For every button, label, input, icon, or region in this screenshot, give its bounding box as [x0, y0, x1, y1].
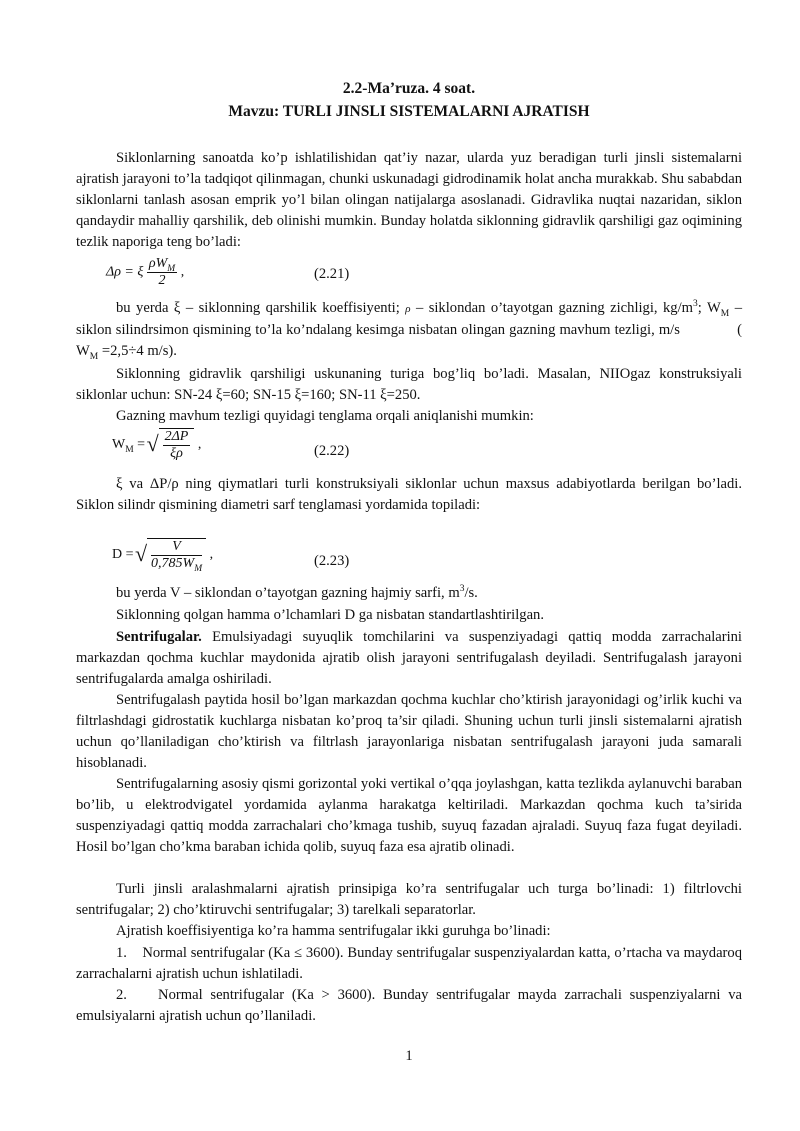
equation-number-2-23: (2.23) — [314, 553, 350, 569]
topic-heading: Mavzu: TURLI JINSLI SISTEMALARNI AJRATISH — [228, 103, 590, 120]
square-root: √ $\frac{2\Delta P}{\xi\rho}$ — [159, 428, 195, 462]
equation-2-21: Δρ = ξ $\frac{\rho W_M}{2}$ , — [106, 256, 185, 288]
fraction: $\frac{\rho W_M}{2}$ — [148, 256, 176, 288]
equation-number-2-21: (2.21) — [314, 266, 350, 282]
paragraph-velocity-intro: Gazning mavhum tezligi quyidagi tenglama orqali aniqlanishi mumkin: — [116, 408, 534, 424]
paragraph-definitions: bu yerda ξ – siklonning qarshilik koeffisiyenti; ρ – siklondan o’tayotgan gazning zichligi, $kg/m^3$; $W_M$ – siklon silindrsimon qismining to’la ko’ndalang kesimga nisbatan olingan gazning mavhum tezligi, m/s ( $W_M =2,5\div 4$ m/s). — [76, 299, 743, 362]
equation-2-23: D = √ $\frac{V}{0,785W_M}$ , — [112, 538, 213, 572]
list-item: 1. Normal sentrifugalar (Ka ≤ 3600). Bunday sentrifugalar suspenziyalardan katta, o’rtacha va maydaroq zarrachalarni ajratish uchun ishlatiladi. — [76, 945, 743, 982]
paragraph-centrifuge-types: Turli jinsli aralashmalarni ajratish prinsipiga ko’ra sentrifugalar uch turga bo’linadi: 1) filtrlovchi sentrifugalar; 2) cho’ktiruvchi sentrifugalar; 3) tarelkali separatorlar. — [76, 881, 742, 918]
square-root: √ $\frac{V}{0,785W_M}$ — [147, 538, 206, 572]
page-number: 1 — [405, 1048, 413, 1064]
paragraph-centrifuges: Sentrifugalar. Emulsiyadagi suyuqlik tomchilarini va suspenziyadagi qattiq modda zarrachalarini markazdan qochma kuchlar maydonida ajratib olish jarayoni sentrifugalash deyiladi. Sentrifugalash jarayoni sentrifugalarda amalga oshiriladi. — [76, 629, 742, 687]
lecture-heading: 2.2-Ma’ruza. 4 soat. — [342, 80, 476, 97]
section-term: Sentrifugalar. — [116, 629, 202, 645]
paragraph-centrifugal-forces: Sentrifugalash paytida hosil bo’lgan markazdan qochma kuchlar cho’ktirish jarayonidagi og’irlik kuchi va filtrlashdagi gidrostatik kuchlarga nisbatan ko’proq ta’sir qiladi. Shuning uchun turli jinsli sistemalarni ajratish uchun qo’llaniladigan cho’ktirish va filtrlash jarayonlariga nisbatan sentrifugalash jarayoni juda samarali hisoblanadi. — [76, 692, 742, 771]
paragraph-standard-dimensions: Siklonning qolgan hamma o’lchamlari D ga nisbatan standartlashtirilgan. — [116, 607, 544, 623]
paragraph-volume-flow: bu yerda V – siklondan o’tayotgan gazning hajmiy sarfi, $m^3/s$. — [116, 584, 478, 601]
paragraph-centrifuge-design: Sentrifugalarning asosiy qismi gorizontal yoki vertikal o’qqa joylashgan, katta tezlikda aylanuvchi baraban bo’lib, u elektrodvigatel yordamida aylanma harakatga keltiriladi. Markazdan qochma kuch ta’sirida suspenziyadagi qattiq modda zarrachalari cho’kmaga tushib, suyuq fazadan ajraladi. Suyuq faza fugat deyiladi. Hosil bo’lgan cho’kma baraban ichida qolib, suyuq faza esa ajratib olinadi. — [76, 776, 742, 855]
paragraph-resistance: Siklonning gidravlik qarshiligi uskunaning turiga bog’liq bo’ladi. Masalan, NIIOgaz konstruksiyali siklonlar uchun: SN-24 ξ=60; SN-15 ξ=160; SN-11 ξ=250. — [76, 366, 742, 403]
paragraph-diameter-intro: ξ va ΔP/ρ ning qiymatlari turli konstruksiyali siklonlar uchun maxsus adabiyotlarda berilgan bo’ladi. Siklon silindr qismining diametri sarf tenglamasi yordamida topiladi: — [76, 476, 742, 513]
equation-number-2-22: (2.22) — [314, 443, 350, 459]
equation-2-22: $W_M$ = √ $\frac{2\Delta P}{\xi\rho}$ , — [112, 428, 201, 462]
paragraph-cyclones-intro: Siklonlarning sanoatda ko’p ishlatilishidan qat’iy nazar, ularda yuz beradigan turli jinsli sistemalarni ajratish jarayoni to’la tadqiqot qilinmagan, chunki uskunadagi gidrodinamik holat ancha murakkab. Shu sababdan siklonlarni tanlash asosan emprik yo’l bilan olingan natijalarga asoslanadi. Gidravlika nuqtai nazaridan, siklon qandaydir mahalliy qarshilik, deb olinishi mumkin. Bunday holatda siklonning gidravlik qarshiligi gaz oqimining tezlik naporiga teng bo’ladi: — [76, 150, 742, 250]
paragraph-separation-coefficient: Ajratish koeffisiyentiga ko’ra hamma sentrifugalar ikki guruhga bo’linadi: — [116, 923, 551, 939]
list-item: 2. Normal sentrifugalar (Ka > 3600). Bunday sentrifugalar mayda zarrachali suspenziyalarni va emulsiyalarni ajratish uchun qo’llaniladi. — [76, 987, 742, 1024]
